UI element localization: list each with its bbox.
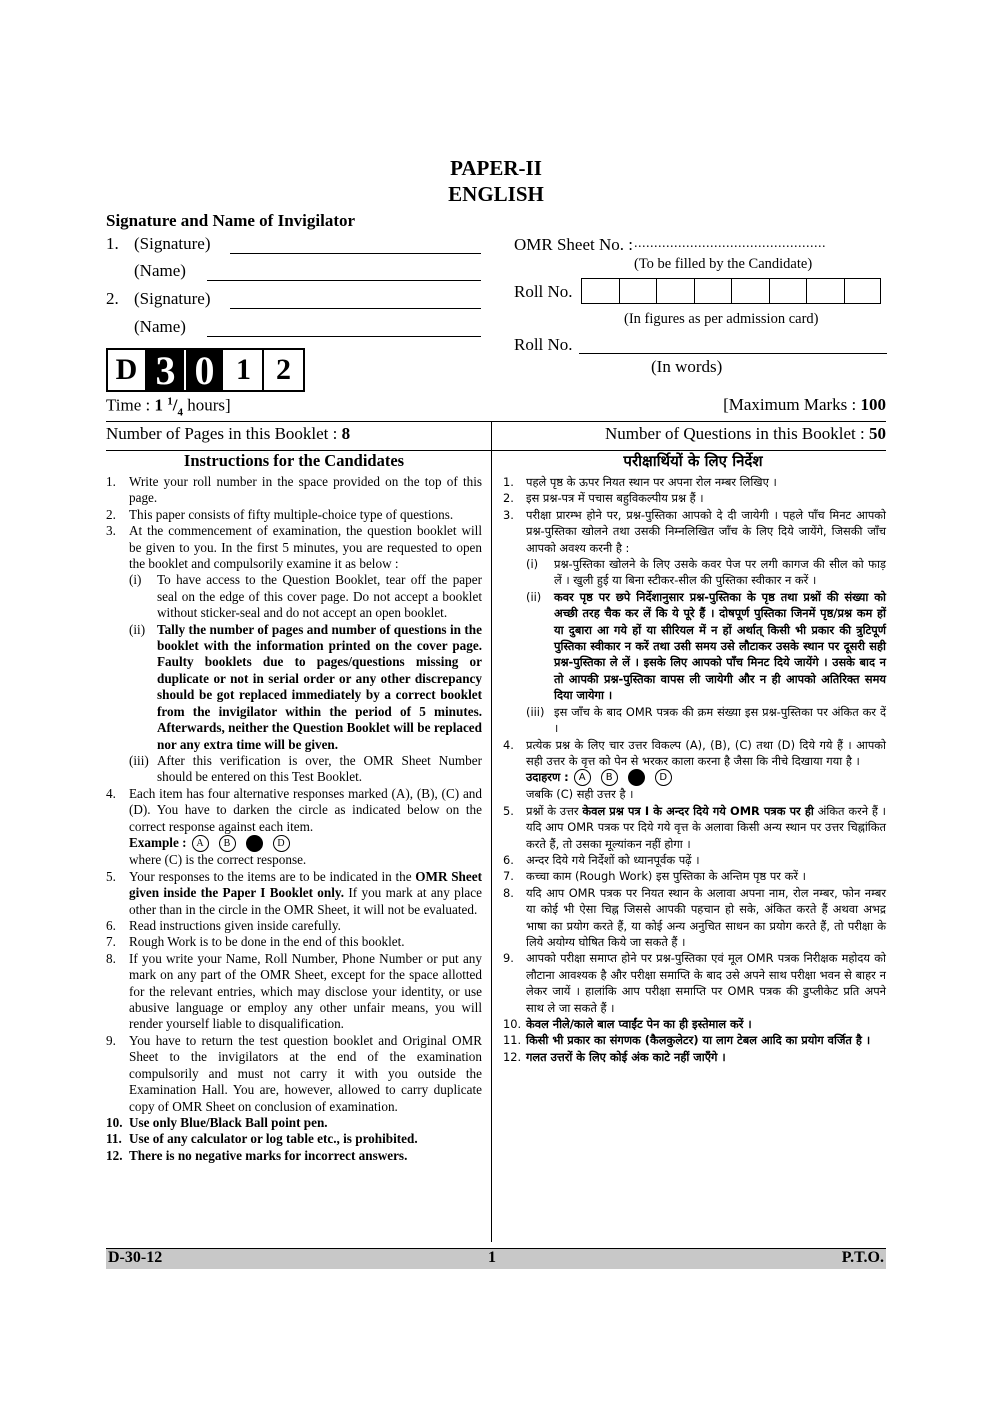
pages-label: Number of Pages in this Booklet : (106, 424, 342, 443)
option-d-bubble: D (655, 769, 672, 786)
option-a-bubble: A (192, 835, 209, 852)
hindi-instructions-heading: परीक्षार्थियों के लिए निर्देश (623, 452, 763, 470)
list-item: 8. यदि आप OMR पत्रक पर नियत स्थान के अलावा अपना नाम, रोल नम्बर, फोन नम्बर या कोई भी ऐसा चिह्न जिससे आपकी पहचान हो सके, अंकित करते हैं अथवा अभद्र भाषा का प्रयोग करते हैं, या कोई अन्य अनुचित साधन का प्रयोग करते हैं, तो परीक्षा के लिये अयोग्य घोषित किये जा सकते हैं । (503, 885, 886, 949)
invigilator-heading: Signature and Name of Invigilator (106, 211, 356, 230)
list-item: 9. आपको परीक्षा समाप्त होने पर प्रश्न-पुस्तिका एवं मूल OMR पत्रक निरीक्षक महोदय को लौटाना आवश्यक है और परीक्षा समाप्ति के बाद उसे अपने साथ परीक्षा भवन से बाहर न लेकर जायें । हालांकि आप परीक्षा समाप्ति पर OMR पत्रक की डुप्लीकेट प्रति अपने साथ ले जा सकते हैं । (503, 951, 886, 1015)
sub-item: (ii) Tally the number of pages and number of questions in the booklet with the information printed on the cover page. Faulty booklets due to pages/questions missing or duplicate or not in serial order or any other discrepancy should be got replaced immediately by a correct booklet from the invigilator within the period of 5 minutes. Afterwards, neither the Question Booklet will be replaced nor any extra time will be given. (129, 621, 482, 752)
omr-note: (To be filled by the Candidate) (634, 256, 813, 272)
subject-title: ENGLISH (448, 182, 544, 206)
list-item: 1. Write your roll number in the space provided on the top of this page. (106, 474, 482, 506)
invigilator-2-number: 2. (106, 289, 119, 308)
list-item: 3. At the commencement of examination, the question booklet will be given to you. In the first 5 minutes, you are requested to open the booklet and compulsorily examine it as below : (i) To have access to the Question Booklet, tear off the paper seal on the edge of this cover page. Do not accept a booklet without sticker-seal and do not accept an open booklet. (ii) Tally the number of pages and number of questions in the booklet with the information printed on the cover page. Faulty booklets due to pages/questions missing or duplicate or not in serial order or any other discrepancy should be got replaced immediately by a correct booklet from the invigilator within the period of 5 minutes. Afterwards, neither the Question Booklet will be replaced nor any extra time will be given. (iii) After this verification is over, the OMR Sheet Number should be entered on this Test Booklet. (106, 523, 482, 785)
roll-box[interactable] (619, 278, 657, 304)
hindi-example-label: उदाहरण : (526, 770, 569, 785)
option-c-bubble-filled: C (628, 769, 645, 786)
omr-number-field[interactable]: ................................................ (634, 236, 826, 251)
time-frac-num: 1 (167, 395, 173, 407)
roll-box[interactable] (844, 278, 882, 304)
signature-1-label: (Signature) (134, 234, 211, 253)
list-item: 7. कच्चा काम (Rough Work) इस पुस्तिका के अन्तिम पृष्ठ पर करें । (503, 869, 806, 884)
signature-2-label: (Signature) (134, 289, 211, 308)
example-label: Example : (129, 834, 187, 850)
list-item: 12. There is no negative marks for incorrect answers. (106, 1147, 408, 1163)
list-item: 4. Each item has four alternative responses marked (A), (B), (C) and (D). You have to darken the circle as indicated below on the correct response against each item. Example : A B C D where (C) is the correct response. (106, 785, 482, 868)
roll-words-note: (In words) (651, 357, 723, 376)
questions-value: 50 (869, 424, 886, 443)
list-item: 6. Read instructions given inside carefully. (106, 918, 341, 934)
time-number: 1 (154, 395, 168, 415)
name-1-label: (Name) (134, 261, 186, 280)
list-item: 10. केवल नीले/काले बाल प्वाईंट पेन का ही इस्तेमाल करें । (503, 1017, 752, 1031)
paper-title: PAPER-II (450, 156, 542, 180)
column-divider (491, 421, 492, 1242)
roll-box[interactable] (581, 278, 619, 304)
code-char-2: 3 (147, 350, 186, 390)
max-marks-value: 100 (860, 395, 886, 414)
roll-figures-note: (In figures as per admission card) (624, 311, 819, 327)
list-item: 10. Use only Blue/Black Ball point pen. (106, 1114, 328, 1130)
option-a-bubble: A (574, 769, 591, 786)
max-marks-label: [Maximum Marks : (723, 395, 861, 414)
code-char-3: 0 (186, 350, 225, 390)
option-b-bubble: B (219, 835, 236, 852)
list-item: 9. You have to return the test question booklet and Original OMR Sheet to the invigilators at the end of the examination compulsorily and must not carry it with you outside the Examination Hall. You are, however, allowed to carry duplicate copy of OMR Sheet on conclusion of examination. (106, 1032, 482, 1114)
list-item: 12. गलत उत्तरों के लिए कोई अंक काटे नहीं जाएँगे । (503, 1049, 726, 1064)
time-frac-slash: / (172, 395, 178, 415)
sub-item: (iii) इस जाँच के बाद OMR पत्रक की क्रम संख्या इस प्रश्न-पुस्तिका पर अंकित कर दें । (526, 704, 886, 736)
time-suffix: hours] (183, 395, 231, 415)
option-d-bubble: D (273, 835, 290, 852)
time-allowed (106, 395, 231, 418)
list-item: 7. Rough Work is to be done in the end of this booklet. (106, 934, 405, 950)
paper-code-box (106, 348, 305, 392)
list-item: 8. If you write your Name, Roll Number, Phone Number or put any mark on any part of the OMR Sheet, except for the space allotted for the relevant entries, which may disclose your identity, or use abusive language or employ any other unfair means, you will render yourself liable to disqualification. (106, 950, 482, 1032)
list-item: 5. प्रश्नों के उत्तर केवल प्रश्न पत्र I के अन्दर दिये गये OMR पत्रक पर ही अंकित करने हैं । यदि आप OMR पत्रक पर दिये गये वृत्त के अलावा किसी अन्य स्थान पर उत्तर चिह्नांकित करते हैं, तो उसका मूल्यांकन नहीं होगा । (503, 803, 886, 851)
name-1-line[interactable] (207, 280, 481, 281)
sub-item: (ii) कवर पृष्ठ पर छपे निर्देशानुसार प्रश्न-पुस्तिका के पृष्ठ तथा प्रश्नों की संख्या को अच्छी तरह चैक कर लें कि ये पूरे हैं । दोषपूर्ण पुस्तिका जिनमें पृष्ठ/प्रश्न कम हों या दुबारा आ गये हों या सीरियल में न हों अर्थात् किसी भी प्रकार की त्रुटिपूर्ण पुस्तिका स्वीकार न करें तथा उसी समय उसे लौटाकर उसके स्थान पर दूसरी सही प्रश्न-पुस्तिका ले लें । इसके लिए आपको पाँच मिनट दिये जायेंगे । उसके बाद न तो आपकी प्रश्न-पुस्तिका वापस ली जायेगी और न ही आपको अतिरिक्त समय दिया जायेगा । (526, 589, 886, 703)
roll-box[interactable] (731, 278, 769, 304)
code-char-5: 2 (276, 353, 291, 386)
maximum-marks (723, 395, 886, 415)
time-frac-den: 4 (177, 406, 183, 419)
list-item: 2. इस प्रश्न-पत्र में पचास बहुविकल्पीय प्रश्न हैं । (503, 491, 704, 506)
signature-2-line[interactable] (230, 308, 481, 309)
roll-figures-label: Roll No. (514, 282, 573, 301)
name-2-label: (Name) (134, 317, 186, 336)
pages-value: 8 (341, 424, 351, 443)
roll-number-boxes[interactable] (581, 278, 881, 304)
list-item: 11. Use of any calculator or log table etc., is prohibited. (106, 1131, 418, 1147)
footer-page-number: 1 (488, 1249, 496, 1266)
option-b-bubble: B (601, 769, 618, 786)
list-item: 11. किसी भी प्रकार का संगणक (कैलकुलेटर) या लाग टेबल आदि का प्रयोग वर्जित है । (503, 1033, 871, 1048)
signature-1-line[interactable] (230, 253, 481, 254)
footer-bar (106, 1248, 886, 1269)
footer-code: D-30-12 (108, 1249, 163, 1266)
code-char-1: D (108, 350, 147, 390)
name-2-line[interactable] (207, 336, 481, 337)
roll-words-line[interactable] (579, 353, 887, 354)
roll-box[interactable] (694, 278, 732, 304)
roll-box[interactable] (656, 278, 694, 304)
english-instructions-heading: Instructions for the Candidates (183, 451, 405, 470)
sub-item: (i) To have access to the Question Booklet, tear off the paper seal on the edge of this cover page. Do not accept a booklet without sticker-seal and do not accept an open booklet. (129, 572, 482, 621)
roll-box[interactable] (806, 278, 844, 304)
sub-item: (iii) After this verification is over, the OMR Sheet Number should be entered on this Test Booklet. (129, 752, 482, 785)
roll-box[interactable] (769, 278, 807, 304)
list-item: 1. पहले पृष्ठ के ऊपर नियत स्थान पर अपना रोल नम्बर लिखिए । (503, 475, 777, 489)
code-char-4: 1 (225, 350, 264, 390)
list-item: 6. अन्दर दिये गये निर्देशों को ध्यानपूर्वक पढ़ें । (503, 852, 700, 867)
pages-count (106, 424, 350, 444)
roll-words-label: Roll No. (514, 335, 573, 354)
questions-count (605, 424, 886, 444)
sub-item: (i) प्रश्न-पुस्तिका खोलने के लिए उसके कवर पेज पर लगी कागज की सील को फाड़ लें । खुली हुई या बिना स्टीकर-सील की पुस्तिका स्वीकार न करें । (526, 557, 886, 588)
english-instructions (106, 474, 482, 1164)
omr-label: OMR Sheet No. : (514, 235, 633, 254)
list-item: 5. Your responses to the items are to be indicated in the OMR Sheet given inside the Paper I Booklet only. If you mark at any place other than in the circle in the OMR Sheet, it will not be evaluated. (106, 868, 482, 917)
time-prefix: Time : (106, 395, 155, 415)
list-item: 2. This paper consists of fifty multiple-choice type of questions. (106, 506, 454, 522)
footer-pto: P.T.O. (841, 1249, 884, 1266)
questions-label: Number of Questions in this Booklet : (605, 424, 869, 443)
list-item: 3. परीक्षा प्रारम्भ होने पर, प्रश्न-पुस्तिका आपको दे दी जायेगी । पहले पाँच मिनट आपको प्रश्न-पुस्तिका खोलने तथा उसकी निम्नलिखित जाँच के लिए दिये जायेंगे, जिसकी जाँच आपको अवश्य करनी है : (i) प्रश्न-पुस्तिका खोलने के लिए उसके कवर पेज पर लगी कागज की सील को फाड़ लें । खुली हुई या बिना स्टीकर-सील की पुस्तिका स्वीकार न करें । (ii) कवर पृष्ठ पर छपे निर्देशानुसार प्रश्न-पुस्तिका के पृष्ठ तथा प्रश्नों की संख्या को अच्छी तरह चैक कर लें कि ये पूरे हैं । दोषपूर्ण पुस्तिका जिनमें पृष्ठ/प्रश्न कम हों या दुबारा आ गये हों या सीरियल में न हों अर्थात् किसी भी प्रकार की त्रुटिपूर्ण पुस्तिका स्वीकार न करें तथा उसी समय उसे लौटाकर उसके स्थान पर दूसरी सही प्रश्न-पुस्तिका ले लें । इसके लिए आपको पाँच मिनट दिये जायेंगे । उसके बाद न तो आपकी प्रश्न-पुस्तिका वापस ली जायेगी और न ही आपको अतिरिक्त समय दिया जायेगा । (iii) इस जाँच के बाद OMR पत्रक की क्रम संख्या इस प्रश्न-पुस्तिका पर अंकित कर दें । (503, 507, 886, 736)
list-item: 4. प्रत्येक प्रश्न के लिए चार उत्तर विकल्प (A), (B), (C) तथा (D) दिये गये हैं । आपको सही उत्तर के वृत्त को पेन से भरकर काला करना है जैसा कि नीचे दिखाया गया है । उदाहरण : A B C D जबकि (C) सही उत्तर है । (503, 737, 886, 802)
hindi-instructions (503, 474, 886, 1065)
option-c-bubble-filled: C (246, 835, 263, 852)
invigilator-1-number: 1. (106, 234, 119, 253)
